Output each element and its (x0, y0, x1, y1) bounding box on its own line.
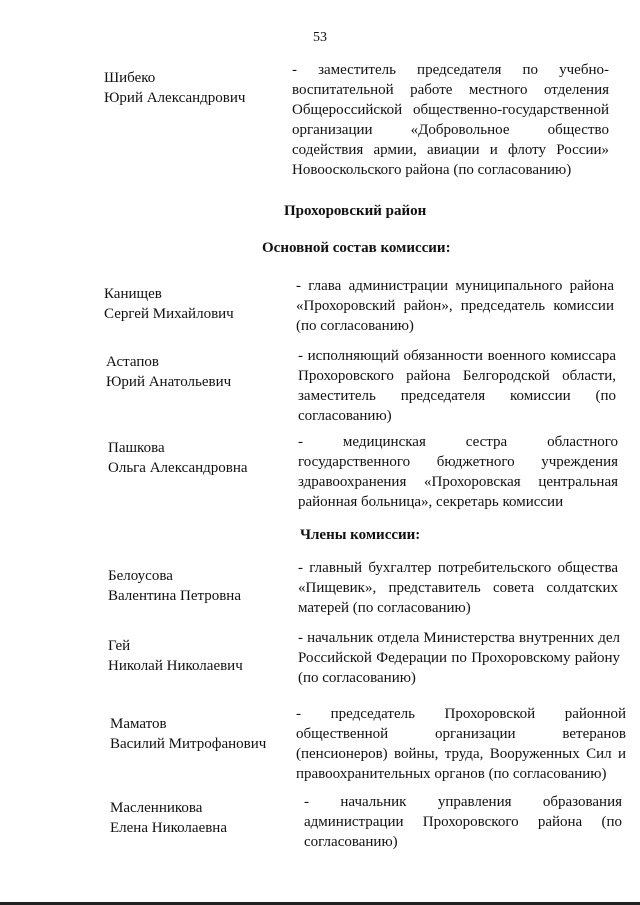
member-name (108, 438, 248, 478)
member-surname: Шибеко (104, 70, 156, 86)
member-name (110, 714, 266, 754)
member-role: - заместитель председателя по учебно-воспитательной работе местного отделения Общероссийской общественно-государственной организации «Добровольное общество содействия армии, авиации и флоту России» Новооскольского района (по согласованию) (292, 62, 609, 178)
member-surname: Гей (108, 638, 131, 654)
member-role: - исполняющий обязанности военного комиссара Прохоровского района Белгородской области, заместитель председателя комиссии (по согласованию) (298, 348, 616, 424)
member-name (108, 566, 241, 606)
members-title: Члены комиссии: (300, 527, 421, 543)
member-surname: Масленникова (110, 800, 203, 816)
member-surname: Маматов (110, 716, 167, 732)
member-given-names: Ольга Александровна (108, 460, 248, 476)
member-given-names: Сергей Михайлович (104, 306, 234, 322)
member-role: - начальник отдела Министерства внутренних дел Российской Федерации по Прохоровскому району (по согласованию) (298, 630, 620, 686)
page-number: 53 (313, 30, 327, 45)
member-name (110, 798, 227, 838)
member-surname: Астапов (106, 354, 159, 370)
member-name (106, 352, 231, 392)
member-surname: Канищев (104, 286, 162, 302)
member-role: - глава администрации муниципального района «Прохоровский район», председатель комиссии (по согласованию) (296, 278, 614, 334)
member-given-names: Юрий Александрович (104, 90, 246, 106)
member-role: - начальник управления образования администрации Прохоровского района (по согласованию) (304, 794, 622, 850)
member-role: - главный бухгалтер потребительского общества «Пищевик», представитель совета солдатских матерей (по согласованию) (298, 560, 618, 616)
member-given-names: Николай Николаевич (108, 658, 243, 674)
district-title: Прохоровский район (284, 203, 427, 219)
member-role: - медицинская сестра областного государственного бюджетного учреждения здравоохранения «Прохоровская центральная районная больница», секретарь комиссии (298, 434, 618, 510)
member-given-names: Валентина Петровна (108, 588, 241, 604)
member-surname: Белоусова (108, 568, 173, 584)
member-name (104, 284, 234, 324)
member-given-names: Елена Николаевна (110, 820, 227, 836)
member-name (108, 636, 243, 676)
member-given-names: Юрий Анатольевич (106, 374, 232, 390)
member-surname: Пашкова (108, 440, 165, 456)
member-name (104, 68, 245, 108)
member-role: - председатель Прохоровской районной общественной организации ветеранов (пенсионеров) войны, труда, Вооруженных Сил и правоохранительных органов (по согласованию) (296, 706, 626, 782)
member-given-names: Василий Митрофанович (110, 736, 267, 752)
main-composition-title: Основной состав комиссии: (262, 240, 451, 256)
